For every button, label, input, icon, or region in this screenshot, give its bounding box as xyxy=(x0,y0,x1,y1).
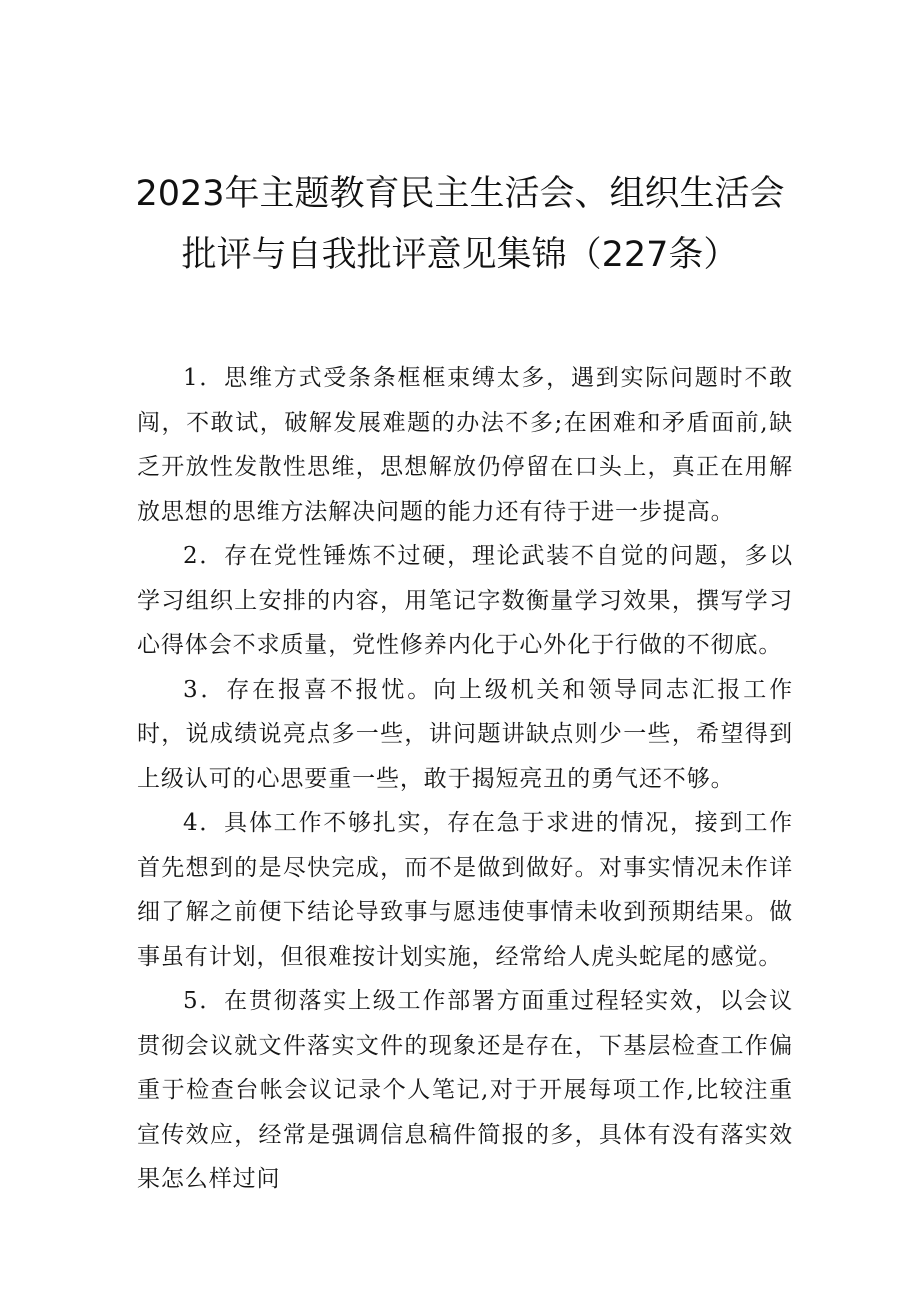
paragraph-1: 1．思维方式受条条框框束缚太多，遇到实际问题时不敢闯，不敢试，破解发展难题的办法不多;在困难和矛盾面前,缺乏开放性发散性思维，思想解放仍停留在口头上，真正在用解放思想的思维方法解决问题的能力还有待于进一步提高。 xyxy=(137,365,793,525)
paragraph-2: 2．存在党性锤炼不过硬，理论武装不自觉的问题，多以学习组织上安排的内容，用笔记字数衡量学习效果，撰写学习心得体会不求质量，党性修养内化于心外化于行做的不彻底。 xyxy=(137,543,793,658)
document-title-line-2: 批评与自我批评意见集锦（227条） xyxy=(181,235,739,275)
document-title-line-1: 2023年主题教育民主生活会、组织生活会 xyxy=(135,174,785,214)
paragraph-5: 5．在贯彻落实上级工作部署方面重过程轻实效，以会议贯彻会议就文件落实文件的现象还是存在，下基层检查工作偏重于检查台帐会议记录个人笔记,对于开展每项工作,比较注重宣传效应，经常是强调信息稿件简报的多，具体有没有落实效果怎么样过问 xyxy=(137,988,793,1192)
document-body xyxy=(137,356,793,1202)
paragraph-4: 4．具体工作不够扎实，存在急于求进的情况，接到工作首先想到的是尽快完成，而不是做到做好。对事实情况未作详细了解之前便下结论导致事与愿违使事情未收到预期结果。做事虽有计划，但很难按计划实施，经常给人虎头蛇尾的感觉。 xyxy=(137,810,793,970)
paragraph-3: 3．存在报喜不报忧。向上级机关和领导同志汇报工作时，说成绩说亮点多一些，讲问题讲缺点则少一些，希望得到上级认可的心思要重一些，敢于揭短亮丑的勇气还不够。 xyxy=(137,676,793,792)
